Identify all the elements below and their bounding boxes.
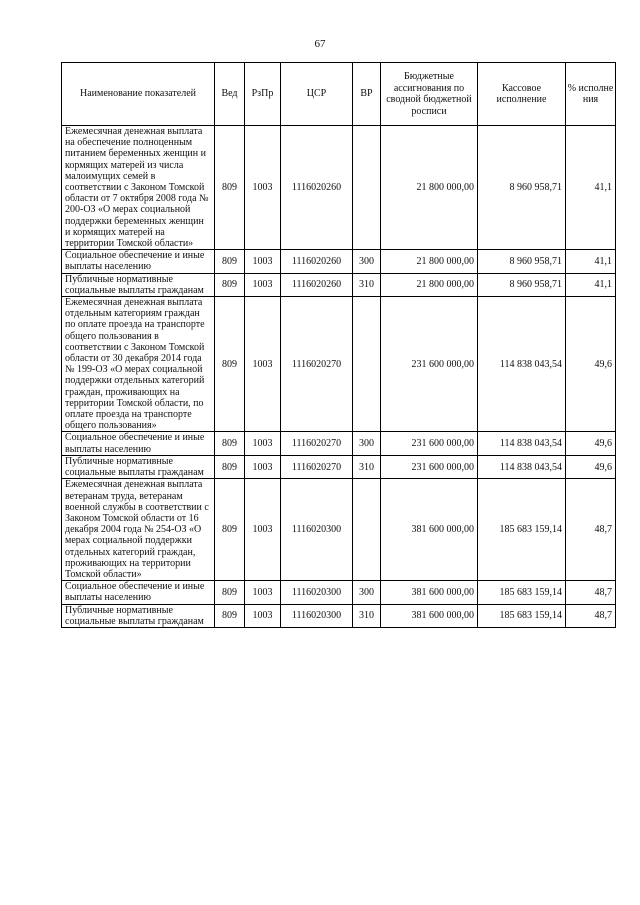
row-ved: 809 bbox=[215, 126, 245, 250]
row-csr: 1116020300 bbox=[281, 581, 353, 604]
col-header-csr: ЦСР bbox=[281, 63, 353, 126]
table-row bbox=[62, 250, 616, 273]
row-vr: 300 bbox=[353, 581, 381, 604]
row-percent: 48,7 bbox=[566, 581, 616, 604]
table-header-row bbox=[62, 63, 616, 126]
table-row bbox=[62, 581, 616, 604]
table-row bbox=[62, 432, 616, 455]
row-rzpr: 1003 bbox=[245, 479, 281, 581]
row-budget: 231 600 000,00 bbox=[381, 432, 478, 455]
row-name: Ежемесячная денежная выплата отдельным категориям граждан по оплате проезда на транспорте общего пользования в соответствии с Законом Томской области от 30 декабря 2014 года № 199-ОЗ «О мерах социальной поддержки отдельных категорий граждан, проживающих на территории Томской области, по оплате проезда на транспорте общего пользования» bbox=[62, 297, 215, 432]
col-header-budget: Бюджетные ассигнования по сводной бюджетной росписи bbox=[381, 63, 478, 126]
row-vr bbox=[353, 126, 381, 250]
row-vr: 310 bbox=[353, 273, 381, 296]
row-cash: 8 960 958,71 bbox=[478, 126, 566, 250]
row-percent: 41,1 bbox=[566, 126, 616, 250]
row-csr: 1116020270 bbox=[281, 455, 353, 478]
row-percent: 41,1 bbox=[566, 250, 616, 273]
row-percent: 49,6 bbox=[566, 297, 616, 432]
row-rzpr: 1003 bbox=[245, 604, 281, 627]
row-rzpr: 1003 bbox=[245, 250, 281, 273]
row-cash: 185 683 159,14 bbox=[478, 581, 566, 604]
col-header-name: Наименование показателей bbox=[62, 63, 215, 126]
page-number: 67 bbox=[314, 38, 326, 50]
row-budget: 381 600 000,00 bbox=[381, 479, 478, 581]
row-csr: 1116020270 bbox=[281, 297, 353, 432]
row-csr: 1116020270 bbox=[281, 432, 353, 455]
row-name: Социальное обеспечение и иные выплаты населению bbox=[62, 250, 215, 273]
row-ved: 809 bbox=[215, 273, 245, 296]
row-percent: 49,6 bbox=[566, 455, 616, 478]
table-row bbox=[62, 455, 616, 478]
row-cash: 114 838 043,54 bbox=[478, 297, 566, 432]
row-budget: 231 600 000,00 bbox=[381, 455, 478, 478]
row-vr bbox=[353, 479, 381, 581]
row-ved: 809 bbox=[215, 455, 245, 478]
row-ved: 809 bbox=[215, 297, 245, 432]
row-rzpr: 1003 bbox=[245, 126, 281, 250]
table-row bbox=[62, 604, 616, 627]
row-rzpr: 1003 bbox=[245, 581, 281, 604]
budget-table bbox=[61, 62, 616, 628]
row-ved: 809 bbox=[215, 604, 245, 627]
row-budget: 381 600 000,00 bbox=[381, 604, 478, 627]
row-csr: 1116020300 bbox=[281, 604, 353, 627]
row-name: Публичные нормативные социальные выплаты гражданам bbox=[62, 455, 215, 478]
row-name: Публичные нормативные социальные выплаты гражданам bbox=[62, 273, 215, 296]
row-name: Ежемесячная денежная выплата на обеспечение полноценным питанием беременных женщин и кормящих матерей из числа малоимущих семей в соответствии с Законом Томской области от 7 октября 2008 года № 200-ОЗ «О мерах социальной поддержки беременных женщин и кормящих матерей на территории Томской области» bbox=[62, 126, 215, 250]
row-vr bbox=[353, 297, 381, 432]
row-name: Публичные нормативные социальные выплаты гражданам bbox=[62, 604, 215, 627]
row-name: Социальное обеспечение и иные выплаты населению bbox=[62, 432, 215, 455]
row-budget: 21 800 000,00 bbox=[381, 273, 478, 296]
table-row bbox=[62, 479, 616, 581]
row-percent: 49,6 bbox=[566, 432, 616, 455]
row-ved: 809 bbox=[215, 479, 245, 581]
row-cash: 114 838 043,54 bbox=[478, 432, 566, 455]
row-name: Социальное обеспечение и иные выплаты населению bbox=[62, 581, 215, 604]
row-budget: 231 600 000,00 bbox=[381, 297, 478, 432]
row-name: Ежемесячная денежная выплата ветеранам труда, ветеранам военной службы в соответствии с Законом Томской области от 16 декабря 2004 года № 254-ОЗ «О мерах социальной поддержки отдельных категорий граждан, проживающих на территории Томской области» bbox=[62, 479, 215, 581]
row-vr: 310 bbox=[353, 455, 381, 478]
row-percent: 41,1 bbox=[566, 273, 616, 296]
row-csr: 1116020300 bbox=[281, 479, 353, 581]
row-rzpr: 1003 bbox=[245, 297, 281, 432]
row-vr: 310 bbox=[353, 604, 381, 627]
row-cash: 185 683 159,14 bbox=[478, 479, 566, 581]
row-vr: 300 bbox=[353, 250, 381, 273]
row-budget: 21 800 000,00 bbox=[381, 250, 478, 273]
row-vr: 300 bbox=[353, 432, 381, 455]
row-percent: 48,7 bbox=[566, 479, 616, 581]
row-cash: 8 960 958,71 bbox=[478, 273, 566, 296]
row-rzpr: 1003 bbox=[245, 432, 281, 455]
row-budget: 21 800 000,00 bbox=[381, 126, 478, 250]
row-cash: 185 683 159,14 bbox=[478, 604, 566, 627]
col-header-vr: ВР bbox=[353, 63, 381, 126]
row-budget: 381 600 000,00 bbox=[381, 581, 478, 604]
col-header-ved: Вед bbox=[215, 63, 245, 126]
table-row bbox=[62, 126, 616, 250]
table-row bbox=[62, 297, 616, 432]
row-percent: 48,7 bbox=[566, 604, 616, 627]
row-ved: 809 bbox=[215, 250, 245, 273]
row-csr: 1116020260 bbox=[281, 126, 353, 250]
row-ved: 809 bbox=[215, 581, 245, 604]
col-header-rzpr: РзПр bbox=[245, 63, 281, 126]
row-rzpr: 1003 bbox=[245, 455, 281, 478]
row-csr: 1116020260 bbox=[281, 250, 353, 273]
row-cash: 114 838 043,54 bbox=[478, 455, 566, 478]
row-ved: 809 bbox=[215, 432, 245, 455]
row-rzpr: 1003 bbox=[245, 273, 281, 296]
table-row bbox=[62, 273, 616, 296]
col-header-percent: % исполне ния bbox=[566, 63, 616, 126]
col-header-cash: Кассовое исполнение bbox=[478, 63, 566, 126]
row-cash: 8 960 958,71 bbox=[478, 250, 566, 273]
row-csr: 1116020260 bbox=[281, 273, 353, 296]
